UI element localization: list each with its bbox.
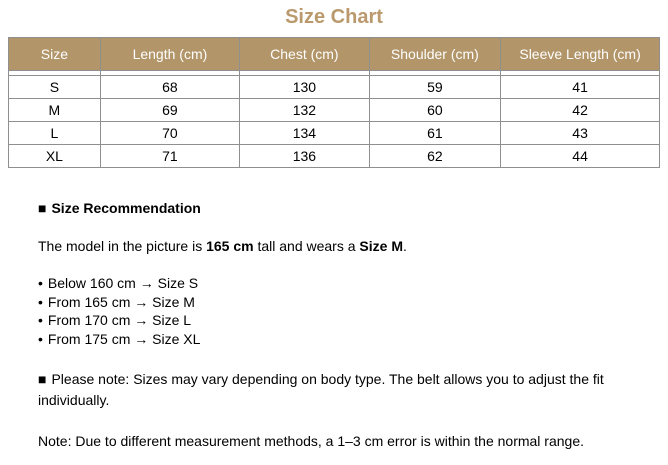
- table-cell: 136: [240, 145, 370, 168]
- model-height-value: 165 cm: [206, 238, 254, 254]
- model-line-middle: tall and wears a: [253, 238, 360, 254]
- table-cell: 41: [501, 76, 660, 99]
- list-item: [38, 274, 640, 293]
- column-header: Sleeve Length (cm): [501, 38, 660, 71]
- page-title: Size Chart: [285, 6, 383, 28]
- table-cell: S: [9, 76, 101, 99]
- column-header: Shoulder (cm): [369, 38, 501, 71]
- table-cell: 59: [369, 76, 501, 99]
- please-note-paragraph: [38, 369, 640, 411]
- bullet-icon: •: [38, 293, 43, 310]
- size-recommendation-heading: [38, 200, 640, 217]
- table-cell: 134: [240, 122, 370, 145]
- bullet-icon: •: [38, 275, 43, 291]
- table-cell: 60: [369, 99, 501, 122]
- table-cell: 70: [100, 122, 239, 145]
- table-cell: 61: [369, 122, 501, 145]
- list-item: [38, 311, 640, 330]
- bullet-icon: •: [38, 330, 43, 347]
- table-cell: 71: [100, 145, 239, 168]
- table-cell: 43: [501, 122, 660, 145]
- model-line-suffix: .: [403, 238, 407, 254]
- table-row: [9, 99, 660, 122]
- model-info-line: [38, 238, 640, 255]
- column-header: Chest (cm): [240, 38, 370, 71]
- table-cell: 68: [100, 76, 239, 99]
- column-header: Length (cm): [100, 38, 239, 71]
- table-row: [9, 145, 660, 168]
- list-item-text: From 175 cm → Size XL: [47, 330, 201, 347]
- list-item-text: Below 160 cm → Size S: [47, 275, 199, 291]
- model-line-prefix: The model in the picture is: [38, 238, 207, 254]
- size-table-head-row: [9, 38, 660, 71]
- size-table-body: [9, 71, 660, 168]
- black-square-icon: ■: [38, 200, 47, 216]
- size-chart-table: [8, 37, 660, 168]
- table-row: [9, 76, 660, 99]
- table-cell: 42: [501, 99, 660, 122]
- size-recommendation-list: [38, 274, 640, 348]
- table-cell: M: [9, 99, 101, 122]
- please-note-text: Please note: Sizes may vary depending on body type. The belt allows you to adjust the fit individually.: [38, 371, 604, 408]
- list-item-text: From 165 cm → Size M: [47, 293, 195, 310]
- table-cell: XL: [9, 145, 101, 168]
- table-cell: 69: [100, 99, 239, 122]
- table-row: [9, 122, 660, 145]
- description-section: [38, 200, 640, 450]
- list-item: [38, 330, 640, 349]
- size-recommendation-heading-label: Size Recommendation: [51, 200, 201, 216]
- table-cell: 44: [501, 145, 660, 168]
- bullet-icon: •: [38, 312, 43, 328]
- list-item: [38, 293, 640, 312]
- table-cell: 132: [240, 99, 370, 122]
- black-square-icon: ■: [38, 371, 47, 387]
- table-cell: L: [9, 122, 101, 145]
- measurement-note: Note: Due to different measurement methods, a 1–3 cm error is within the normal range.: [38, 433, 585, 449]
- table-cell: 62: [369, 145, 501, 168]
- list-item-text: From 170 cm → Size L: [47, 312, 192, 328]
- table-cell: 130: [240, 76, 370, 99]
- model-size-value: Size M: [359, 238, 403, 254]
- column-header: Size: [9, 38, 101, 71]
